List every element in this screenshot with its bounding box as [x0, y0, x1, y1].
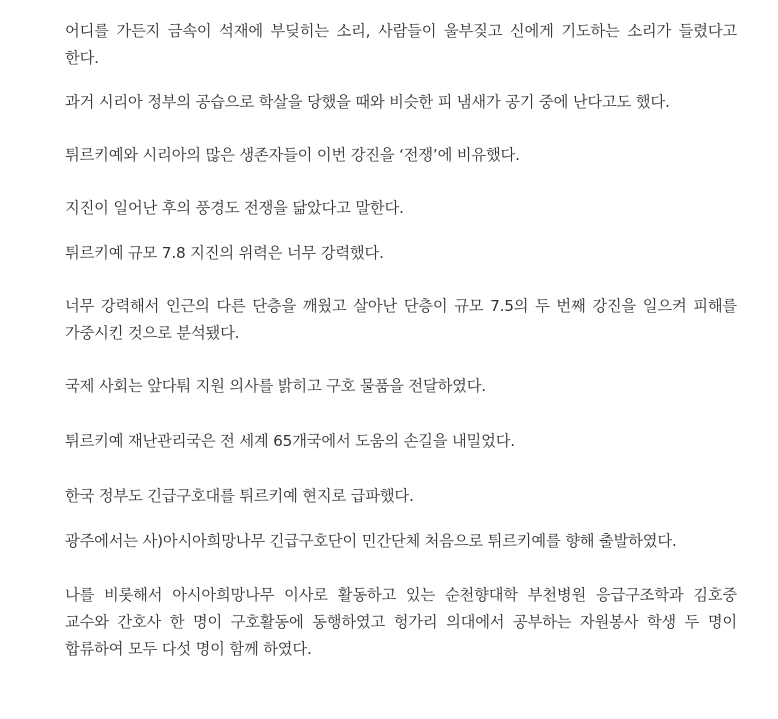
paragraph: 튀르키예 규모 7.8 지진의 위력은 너무 강력했다. [65, 244, 384, 262]
paragraph: 지진이 일어난 후의 풍경도 전쟁을 닮았다고 말한다. [65, 199, 404, 217]
paragraph: 튀르키예와 시리아의 많은 생존자들이 이번 강진을 ‘전쟁’에 비유했다. [65, 146, 520, 164]
paragraph: 한국 정부도 긴급구호대를 튀르키예 현지로 급파했다. [65, 487, 414, 505]
article-body [65, 18, 737, 663]
paragraph: 과거 시리아 정부의 공습으로 학살을 당했을 때와 비슷한 피 냄새가 공기 중에 난다고도 했다. [65, 93, 670, 111]
paragraph: 광주에서는 사)아시아희망나무 긴급구호단이 민간단체 처음으로 튀르키예를 향해 출발하였다. [65, 532, 677, 550]
paragraph: 어디를 가든지 금속이 석재에 부딪히는 소리, 사람들이 울부짖고 신에게 기도하는 소리가 들렸다고 한다. [65, 22, 737, 67]
paragraph: 너무 강력해서 인근의 다른 단층을 깨웠고 살아난 단층이 규모 7.5의 두 번째 강진을 일으켜 피해를 가중시킨 것으로 분석됐다. [65, 297, 737, 342]
paragraph: 튀르키예 재난관리국은 전 세계 65개국에서 도움의 손길을 내밀었다. [65, 432, 515, 450]
paragraph: 나를 비롯해서 아시아희망나무 이사로 활동하고 있는 순천향대학 부천병원 응급구조학과 김호중 교수와 간호사 한 명이 구호활동에 동행하였고 헝가리 의대에서 공부하는 자원봉사 학생 두 명이 합류하여 모두 다섯 명이 함께 하였다. [65, 586, 737, 658]
paragraph: 국제 사회는 앞다퉈 지원 의사를 밝히고 구호 물품을 전달하였다. [65, 377, 486, 395]
